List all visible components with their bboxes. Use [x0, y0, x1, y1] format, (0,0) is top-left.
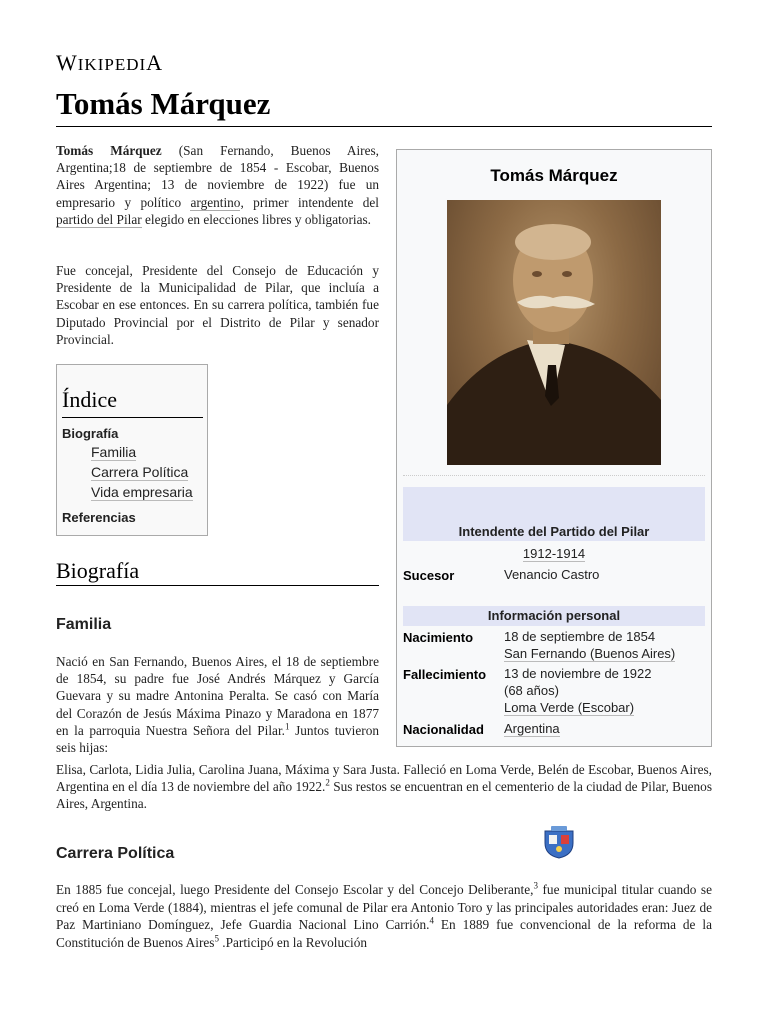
wikipedia-wordmark[interactable] — [56, 50, 163, 76]
death-label: Fallecimiento — [403, 667, 487, 682]
office-band — [403, 487, 705, 541]
carrera-text-2: fue municipal titular cuando se creó en Loma Verde (1884), mientras el jefe comunal de Pilar era Antonio Toro y las principales autoridades eran: Juez de Paz Martiniano Domínguez, Jefe Guardia Nacional Lino Carrión. — [56, 882, 712, 933]
familia-paragraph-continued — [56, 761, 712, 813]
successor-value: Venancio Castro — [504, 567, 600, 582]
personal-info-band — [403, 606, 705, 626]
infobox-title: Tomás Márquez — [490, 166, 618, 185]
birth-label: Nacimiento — [403, 630, 474, 645]
personal-info-header: Información personal — [487, 608, 621, 623]
lead-text-3: elegido en elecciones libres y obligatorias. — [141, 211, 371, 227]
death-date: 13 de noviembre de 1922 — [504, 666, 652, 681]
lead-paragraph-2: Fue concejal, Presidente del Consejo de Educación y Presidente de la Municipalidad de Pilar, que incluía a Escobar en ese entonces. En su carrera política, también fue Diputado Provincial por el Distrito de Pilar y senador Provincial. — [56, 263, 379, 347]
carrera-text-1: En 1885 fue concejal, luego Presidente del Consejo Escolar y del Concejo Deliberante, — [56, 882, 534, 897]
nationality-link[interactable]: Argentina — [504, 721, 560, 736]
toc-item-biografia[interactable]: Biografía — [62, 426, 119, 441]
infobox-dotted-separator — [403, 475, 705, 476]
ref-4[interactable]: 4 — [429, 915, 434, 926]
link-partido-del-pilar[interactable]: partido del Pilar — [56, 211, 142, 227]
carrera-paragraph — [56, 881, 712, 951]
nationality-value — [504, 720, 560, 737]
familia-paragraph — [56, 653, 379, 756]
section-heading-carrera-politica: Carrera Política — [56, 845, 175, 862]
successor-label: Sucesor — [403, 568, 455, 583]
toc-divider — [62, 417, 203, 418]
nationality-label: Nacionalidad — [403, 722, 484, 737]
term-separator: - — [551, 546, 557, 561]
section-heading-familia: Familia — [56, 616, 112, 633]
ref-5[interactable]: 5 — [214, 933, 219, 944]
death-place-link[interactable]: Loma Verde (Escobar) — [504, 700, 635, 715]
familia-text-3: Elisa, Carlota, Lidia Julia, Carolina Juana, Máxima y Sara Justa. Falleció en Loma Verde, Belén de Escobar, Buenos Aires, Argentina en el día 13 de noviembre del año 1922. — [56, 762, 712, 795]
carrera-text-3: En 1889 fue convencional de la reforma de la Constitución de Buenos Aires — [56, 917, 712, 950]
death-age: (68 años) — [504, 683, 559, 698]
birth-value — [504, 628, 675, 662]
section-heading-biografia: Biografía — [56, 558, 140, 583]
birth-place-link[interactable]: San Fernando (Buenos Aires) — [504, 646, 676, 661]
term-start-link[interactable]: 1912 — [522, 546, 552, 561]
birth-date: 18 de septiembre de 1854 — [504, 629, 656, 644]
term-years — [397, 546, 711, 561]
ref-3[interactable]: 3 — [533, 880, 538, 891]
familia-text-4: Sus restos se encuentran en el cementerio de la ciudad de Pilar, Buenos Aires, Argentina. — [56, 779, 713, 812]
lead-paragraph-1 — [56, 142, 379, 228]
term-end-link[interactable]: 1914 — [556, 546, 586, 561]
toc-item-carrera-politica[interactable]: Carrera Política — [91, 464, 189, 480]
subject-name: Tomás Márquez — [56, 143, 162, 158]
table-of-contents — [56, 364, 208, 536]
toc-item-vida-empresaria[interactable]: Vida empresaria — [91, 484, 193, 500]
death-value — [504, 665, 651, 716]
carrera-text-4: .Participó en la Revolución — [218, 934, 368, 950]
toc-item-familia[interactable]: Familia — [91, 444, 137, 460]
wordmark-ikipedi: IKIPEDI — [77, 55, 147, 74]
toc-title: Índice — [62, 387, 117, 412]
ref-2[interactable]: 2 — [325, 777, 330, 788]
familia-text-1: Nació en San Fernando, Buenos Aires, el 18 de septiembre de 1854, su padre fue José Andrés Márquez y García Guevara y su madre Antonina Peralta. Se casó con María del Corazón de Jesús Máxima Pinazo y Maradona en 1877 en la parroquia Nuestra Señora del Pilar. — [56, 654, 379, 738]
office-title: Intendente del Partido del Pilar — [458, 524, 650, 539]
wordmark-w: W — [56, 50, 78, 75]
infobox — [396, 149, 712, 747]
page-title: Tomás Márquez — [56, 86, 271, 121]
portrait-photo[interactable] — [447, 200, 661, 465]
lead-text-2: , primer intendente del — [240, 194, 379, 210]
pilar-coat-of-arms-icon[interactable] — [543, 825, 575, 859]
title-divider — [56, 126, 712, 127]
ref-1[interactable]: 1 — [284, 721, 290, 732]
section-divider — [56, 585, 379, 586]
toc-item-referencias[interactable]: Referencias — [62, 510, 136, 525]
lead-text-1: (San Fernando, Buenos Aires, Argentina;18 de septiembre de 1854 - Escobar, Buenos Aires Argentina; 13 de noviembre de 1922) fue un empresario y político — [56, 143, 379, 210]
wordmark-a: A — [146, 50, 164, 75]
link-argentino[interactable]: argentino — [190, 194, 241, 210]
familia-text-2: Juntos tuvieron seis hijas: — [56, 722, 380, 756]
